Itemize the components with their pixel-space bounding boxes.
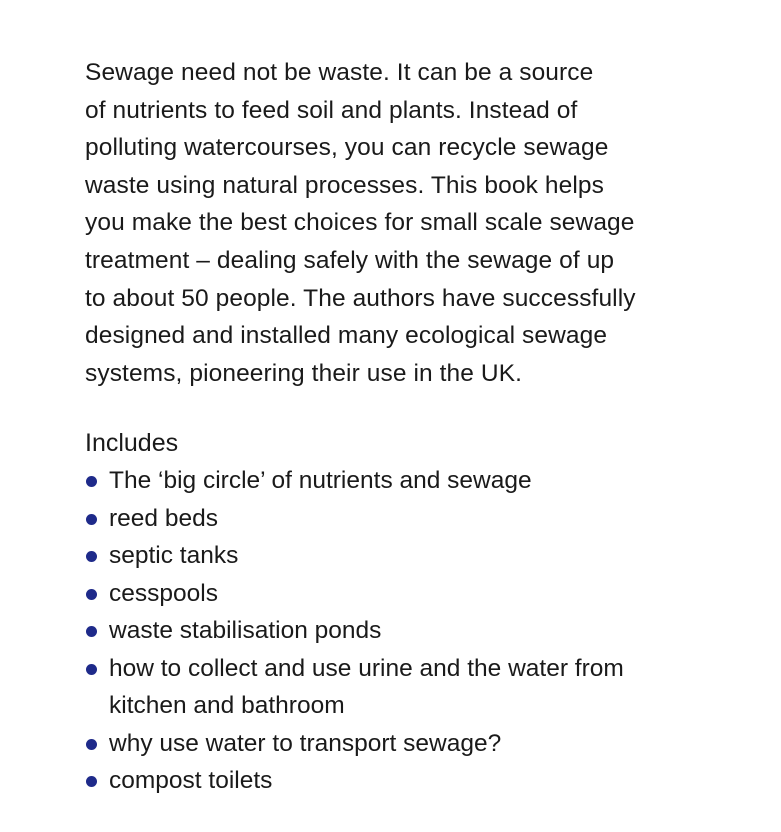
list-item bbox=[85, 612, 745, 650]
bullet-dot-icon bbox=[86, 551, 97, 562]
list-item bbox=[85, 537, 745, 575]
bullet-dot-icon bbox=[86, 514, 97, 525]
includes-list bbox=[85, 462, 745, 800]
intro-line: systems, pioneering their use in the UK. bbox=[85, 359, 523, 387]
bullet-dot-icon bbox=[86, 476, 97, 487]
intro-line: to about 50 people. The authors have successfully bbox=[85, 284, 636, 312]
intro-line: of nutrients to feed soil and plants. Instead of bbox=[85, 96, 578, 124]
list-item-text: why use water to transport sewage? bbox=[109, 729, 502, 757]
list-item bbox=[85, 762, 745, 800]
intro-line: treatment – dealing safely with the sewage of up bbox=[85, 246, 615, 274]
book-blurb bbox=[85, 54, 745, 800]
bullet-dot-icon bbox=[86, 626, 97, 637]
bullet-dot-icon bbox=[86, 589, 97, 600]
list-item-text: reed beds bbox=[109, 504, 218, 532]
list-item-text: The ‘big circle’ of nutrients and sewage bbox=[109, 467, 532, 495]
includes-heading: Includes bbox=[85, 429, 179, 458]
list-item-text: compost toilets bbox=[109, 767, 273, 795]
list-item bbox=[85, 725, 745, 763]
intro-paragraph bbox=[85, 54, 745, 392]
bullet-dot-icon bbox=[86, 739, 97, 750]
intro-line: designed and installed many ecological sewage bbox=[85, 322, 608, 350]
list-item bbox=[85, 462, 745, 500]
list-item-text: kitchen and bathroom bbox=[109, 692, 345, 720]
intro-line: polluting watercourses, you can recycle sewage bbox=[85, 134, 609, 162]
list-item-text: cesspools bbox=[109, 579, 218, 607]
list-item bbox=[85, 650, 745, 725]
bullet-dot-icon bbox=[86, 664, 97, 675]
intro-line: Sewage need not be waste. It can be a source bbox=[85, 59, 594, 86]
list-item-text: waste stabilisation ponds bbox=[109, 617, 382, 645]
list-item-text: septic tanks bbox=[109, 542, 239, 570]
list-item bbox=[85, 500, 745, 538]
list-item-text: how to collect and use urine and the water from bbox=[109, 654, 624, 682]
list-item bbox=[85, 575, 745, 613]
intro-line: waste using natural processes. This book helps bbox=[85, 171, 604, 199]
intro-line: you make the best choices for small scale sewage bbox=[85, 209, 635, 237]
bullet-dot-icon bbox=[86, 776, 97, 787]
